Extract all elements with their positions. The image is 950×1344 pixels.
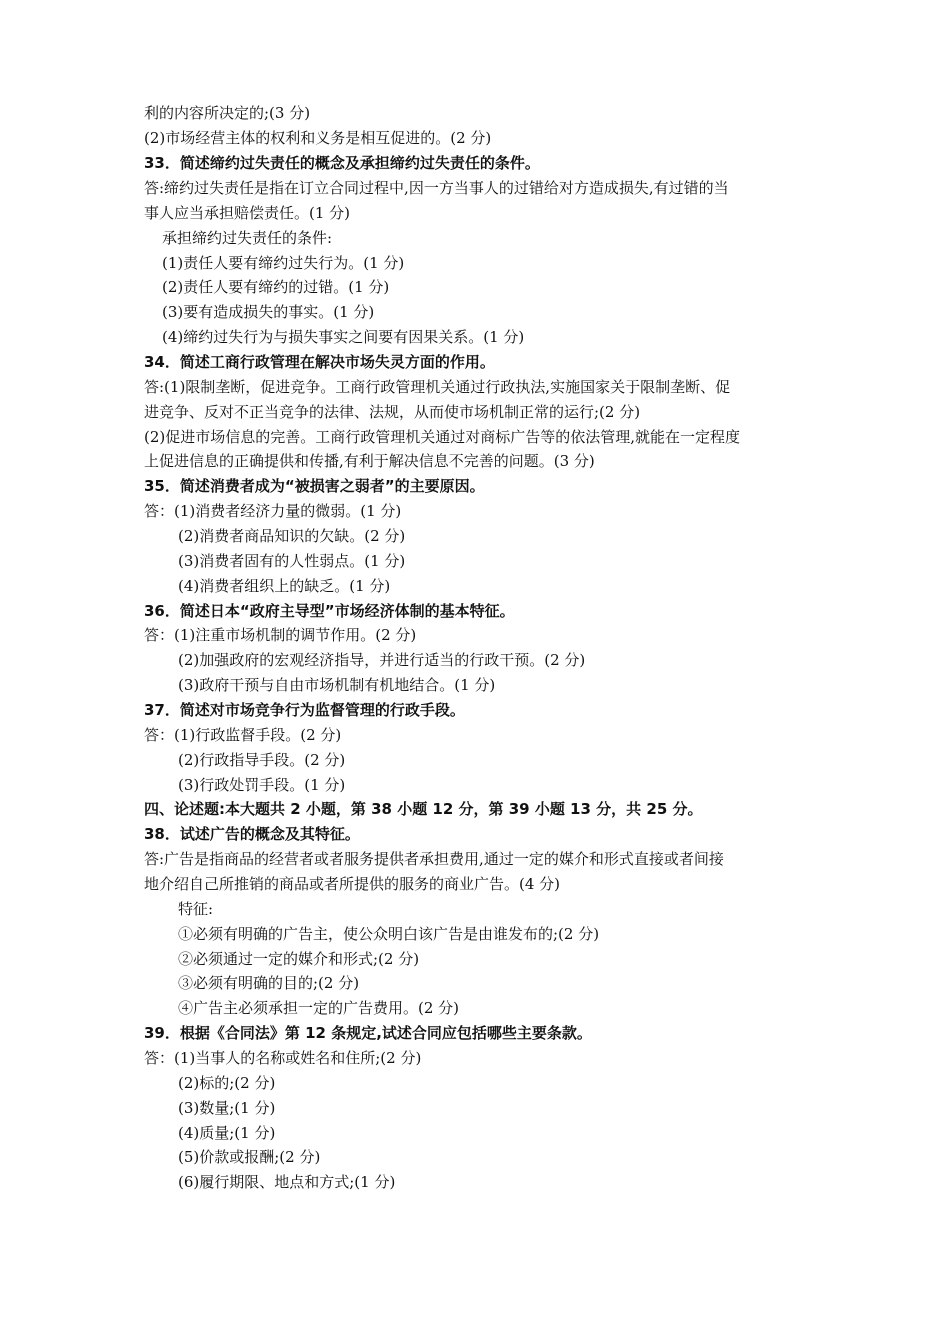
- text-line: ③必须有明确的目的;(2 分): [178, 974, 360, 992]
- text-line: (2)责任人要有缔约的过错。(1 分): [162, 278, 390, 296]
- text-line: (4)缔约过失行为与损失事实之间要有因果关系。(1 分): [162, 328, 525, 346]
- question-heading: 38．试述广告的概念及其特征。: [144, 825, 360, 843]
- text-line: ②必须通过一定的媒介和形式;(2 分): [178, 950, 420, 968]
- text-line: ①必须有明确的广告主，使公众明白该广告是由谁发布的;(2 分): [178, 925, 600, 943]
- text-line: 答：(1)当事人的名称或姓名和住所;(2 分): [144, 1049, 422, 1067]
- section-heading: 四、论述题:本大题共 2 小题，第 38 小题 12 分，第 39 小题 13 分，共 25 分。: [144, 800, 703, 818]
- text-line: (2)市场经营主体的权利和义务是相互促进的。(2 分): [144, 129, 492, 147]
- text-line: 答:缔约过失责任是指在订立合同过程中,因一方当事人的过错给对方造成损失,有过错的当: [144, 179, 729, 197]
- text-line: (1)责任人要有缔约过失行为。(1 分): [162, 254, 405, 272]
- text-line: (3)数量;(1 分): [178, 1099, 276, 1117]
- text-line: 答：(1)消费者经济力量的微弱。(1 分): [144, 502, 402, 520]
- question-heading: 36．简述日本“政府主导型”市场经济体制的基本特征。: [144, 602, 515, 620]
- text-line: 答:广告是指商品的经营者或者服务提供者承担费用,通过一定的媒介和形式直接或者间接: [144, 850, 724, 868]
- text-line: (2)标的;(2 分): [178, 1074, 276, 1092]
- text-line: ④广告主必须承担一定的广告费用。(2 分): [178, 999, 460, 1017]
- text-line: (3)政府干预与自由市场机制有机地结合。(1 分): [178, 676, 496, 694]
- text-line: (2)加强政府的宏观经济指导，并进行适当的行政干预。(2 分): [178, 651, 586, 669]
- text-line: (5)价款或报酬;(2 分): [178, 1148, 321, 1166]
- text-line: (2)行政指导手段。(2 分): [178, 751, 346, 769]
- question-heading: 33．简述缔约过失责任的概念及承担缔约过失责任的条件。: [144, 154, 540, 172]
- text-line: (3)要有造成损失的事实。(1 分): [162, 303, 375, 321]
- text-line: (2)消费者商品知识的欠缺。(2 分): [178, 527, 406, 545]
- text-line: 利的内容所决定的;(3 分): [144, 104, 311, 122]
- text-line: 特征:: [178, 900, 214, 918]
- text-line: (2)促进市场信息的完善。工商行政管理机关通过对商标广告等的依法管理,就能在一定程度: [144, 428, 741, 446]
- text-line: 进竞争、反对不正当竞争的法律、法规，从而使市场机制正常的运行;(2 分): [144, 403, 641, 421]
- text-line: 答：(1)注重市场机制的调节作用。(2 分): [144, 626, 417, 644]
- question-heading: 34．简述工商行政管理在解决市场失灵方面的作用。: [144, 353, 495, 371]
- question-heading: 39．根据《合同法》第 12 条规定,试述合同应包括哪些主要条款。: [144, 1024, 592, 1042]
- text-line: (4)质量;(1 分): [178, 1124, 276, 1142]
- text-line: 答：(1)行政监督手段。(2 分): [144, 726, 342, 744]
- text-line: (3)行政处罚手段。(1 分): [178, 776, 346, 794]
- text-line: (3)消费者固有的人性弱点。(1 分): [178, 552, 406, 570]
- text-line: (6)履行期限、地点和方式;(1 分): [178, 1173, 396, 1191]
- question-heading: 37．简述对市场竞争行为监督管理的行政手段。: [144, 701, 465, 719]
- text-line: 承担缔约过失责任的条件:: [162, 229, 333, 247]
- text-line: 地介绍自己所推销的商品或者所提供的服务的商业广告。(4 分): [144, 875, 561, 893]
- text-line: 事人应当承担赔偿责任。(1 分): [144, 204, 351, 222]
- question-heading: 35．简述消费者成为“被损害之弱者”的主要原因。: [144, 477, 485, 495]
- text-line: 上促进信息的正确提供和传播,有利于解决信息不完善的问题。(3 分): [144, 452, 595, 470]
- text-line: 答:(1)限制垄断，促进竞争。工商行政管理机关通过行政执法,实施国家关于限制垄断、促: [144, 378, 731, 396]
- text-line: (4)消费者组织上的缺乏。(1 分): [178, 577, 391, 595]
